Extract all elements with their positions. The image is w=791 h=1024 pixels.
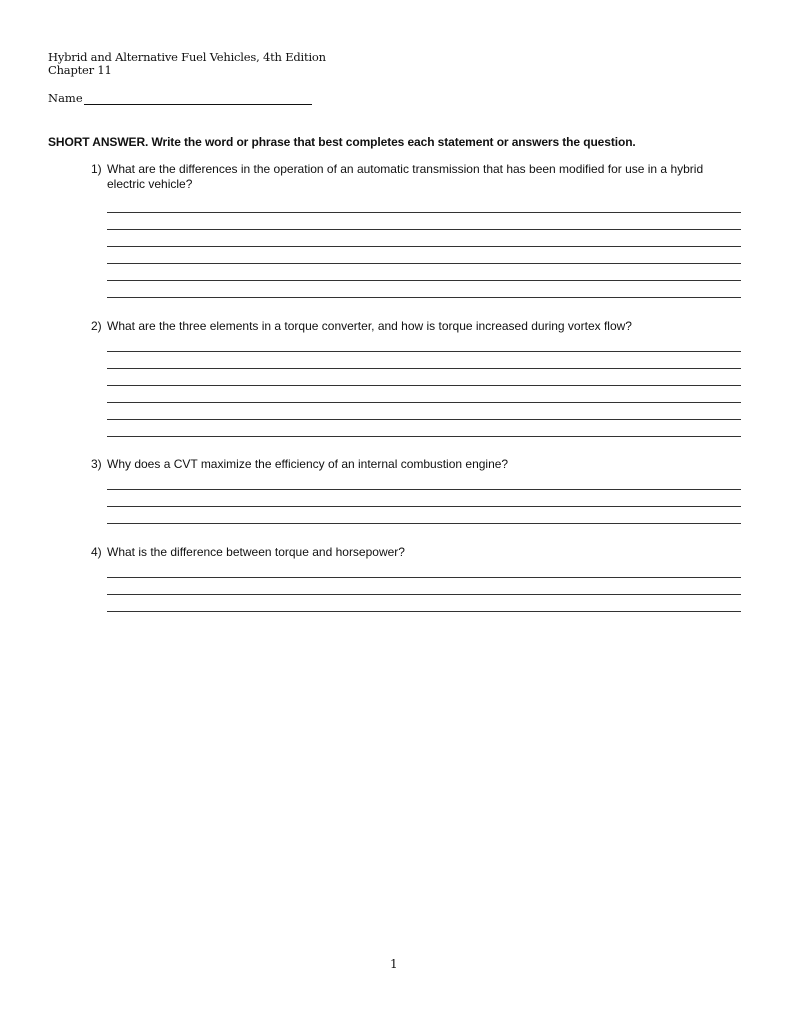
name-field-row (48, 92, 312, 105)
answer-line[interactable] (107, 297, 741, 298)
question-text: What are the three elements in a torque converter, and how is torque increased during vortex flow? (107, 319, 632, 333)
question-4 (91, 545, 741, 560)
answer-line[interactable] (107, 280, 741, 281)
question-text: Why does a CVT maximize the efficiency of an internal combustion engine? (107, 457, 509, 471)
book-title: Hybrid and Alternative Fuel Vehicles, 4th Edition (48, 50, 326, 64)
answer-line[interactable] (107, 523, 741, 524)
question-number: 1) (91, 162, 102, 176)
chapter-label: Chapter 11 (48, 63, 112, 77)
answer-lines-2[interactable] (107, 351, 741, 453)
section-instructions: SHORT ANSWER. Write the word or phrase that best completes each statement or answers the question. (48, 135, 636, 149)
answer-line[interactable] (107, 351, 741, 352)
answer-line[interactable] (107, 229, 741, 230)
question-number: 4) (91, 545, 102, 559)
answer-line[interactable] (107, 368, 741, 369)
answer-line[interactable] (107, 212, 741, 213)
name-label: Name (48, 91, 83, 105)
answer-line[interactable] (107, 263, 741, 264)
answer-lines-1[interactable] (107, 212, 741, 314)
answer-lines-4[interactable] (107, 577, 741, 628)
answer-line[interactable] (107, 436, 741, 437)
question-3 (91, 457, 741, 472)
answer-lines-3[interactable] (107, 489, 741, 540)
name-blank-line[interactable] (84, 93, 312, 105)
question-2 (91, 319, 741, 334)
answer-line[interactable] (107, 506, 741, 507)
answer-line[interactable] (107, 611, 741, 612)
question-text: What is the difference between torque and horsepower? (107, 545, 405, 559)
answer-line[interactable] (107, 246, 741, 247)
answer-line[interactable] (107, 385, 741, 386)
answer-line[interactable] (107, 594, 741, 595)
answer-line[interactable] (107, 577, 741, 578)
question-text: What are the differences in the operation of an automatic transmission that has been modified for use in a hybrid electric vehicle? (107, 162, 704, 191)
answer-line[interactable] (107, 419, 741, 420)
document-header (48, 51, 326, 77)
question-number: 2) (91, 319, 102, 333)
question-1 (91, 162, 741, 192)
question-number: 3) (91, 457, 102, 471)
page-number: 1 (390, 957, 398, 971)
answer-line[interactable] (107, 489, 741, 490)
answer-line[interactable] (107, 402, 741, 403)
